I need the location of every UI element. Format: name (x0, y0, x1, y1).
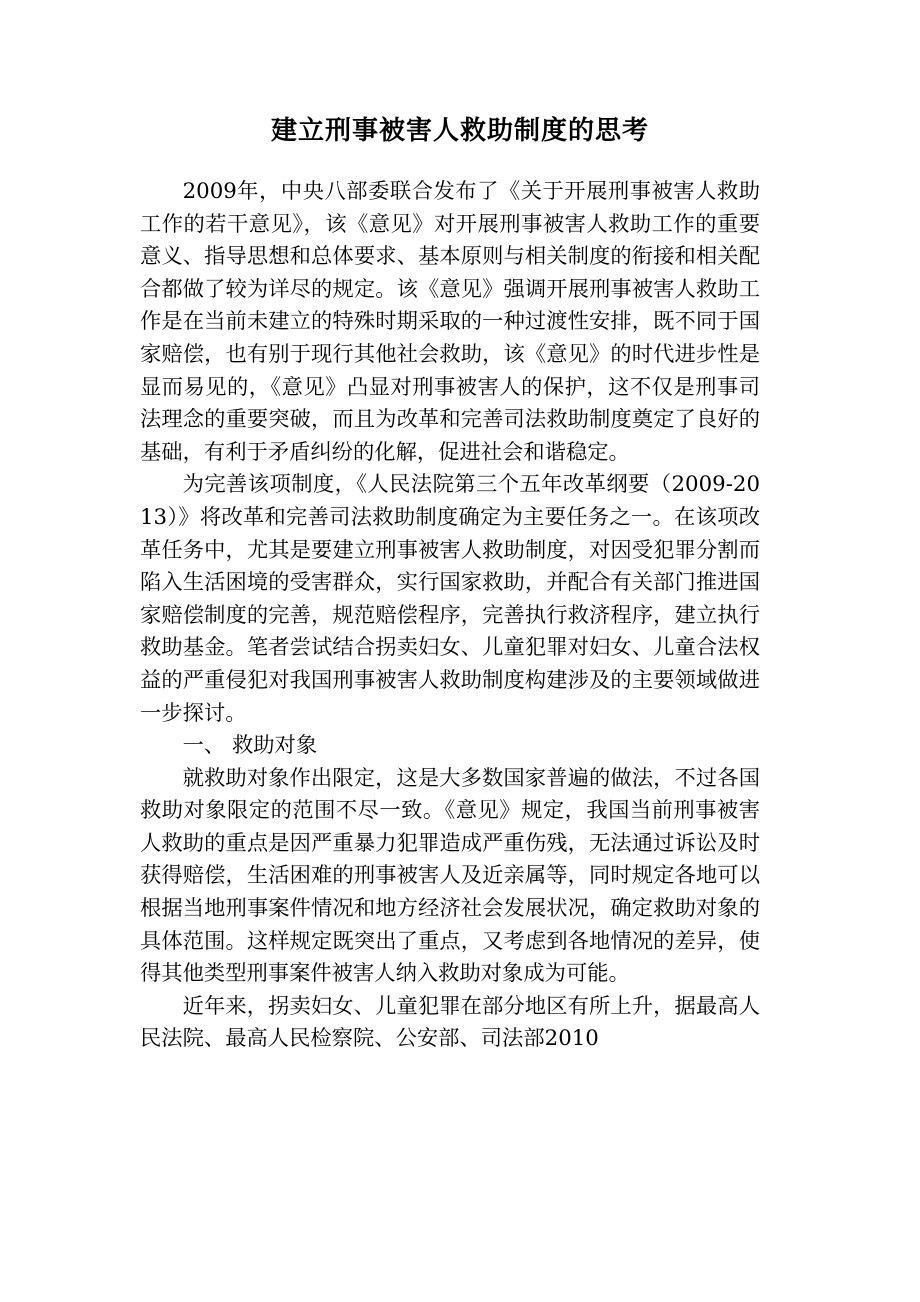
section-heading: 一、 救助对象 (182, 733, 318, 759)
body-paragraph: 为完善该项制度，《人民法院第三个五年改革纲要（2009-2013）》将改革和完善司法救助制度确定为主要任务之一。在该项改革任务中，尤其是要建立刑事被害人救助制度，对因受犯罪分割而陷入生活困境的受害群众，实行国家救助，并配合有关部门推进国家赔偿制度的完善，规范赔偿程序，完善执行救济程序，建立执行救助基金。笔者尝试结合拐卖妇女、儿童犯罪对妇女、儿童合法权益的严重侵犯对我国刑事被害人救助制度构建涉及的主要领域做进一步探讨。 (140, 472, 760, 726)
body-paragraph: 近年来，拐卖妇女、儿童犯罪在部分地区有所上升，据最高人民法院、最高人民检察院、公安部、司法部2010 (140, 993, 760, 1052)
document-body (140, 176, 760, 1056)
body-paragraph: 就救助对象作出限定，这是大多数国家普遍的做法，不过各国救助对象限定的范围不尽一致。《意见》规定，我国当前刑事被害人救助的重点是因严重暴力犯罪造成严重伤残，无法通过诉讼及时获得赔偿，生活困难的刑事被害人及近亲属等，同时规定各地可以根据当地刑事案件情况和地方经济社会发展状况，确定救助对象的具体范围。这样规定既突出了重点，又考虑到各地情况的差异，使得其他类型刑事案件被害人纳入救助对象成为可能。 (140, 765, 760, 987)
document-title: 建立刑事被害人救助制度的思考 (270, 116, 649, 146)
body-paragraph: 2009年，中央八部委联合发布了《关于开展刑事被害人救助工作的若干意见》，该《意见》对开展刑事被害人救助工作的重要意义、指导思想和总体要求、基本原则与相关制度的衔接和相关配合都做了较为详尽的规定。该《意见》强调开展刑事被害人救助工作是在当前未建立的特殊时期采取的一种过渡性安排，既不同于国家赔偿，也有别于现行其他社会救助，该《意见》的时代进步性是显而易见的，《意见》凸显对刑事被害人的保护，这不仅是刑事司法理念的重要突破，而且为改革和完善司法救助制度奠定了良好的基础，有利于矛盾纠纷的化解，促进社会和谐稳定。 (140, 179, 760, 465)
